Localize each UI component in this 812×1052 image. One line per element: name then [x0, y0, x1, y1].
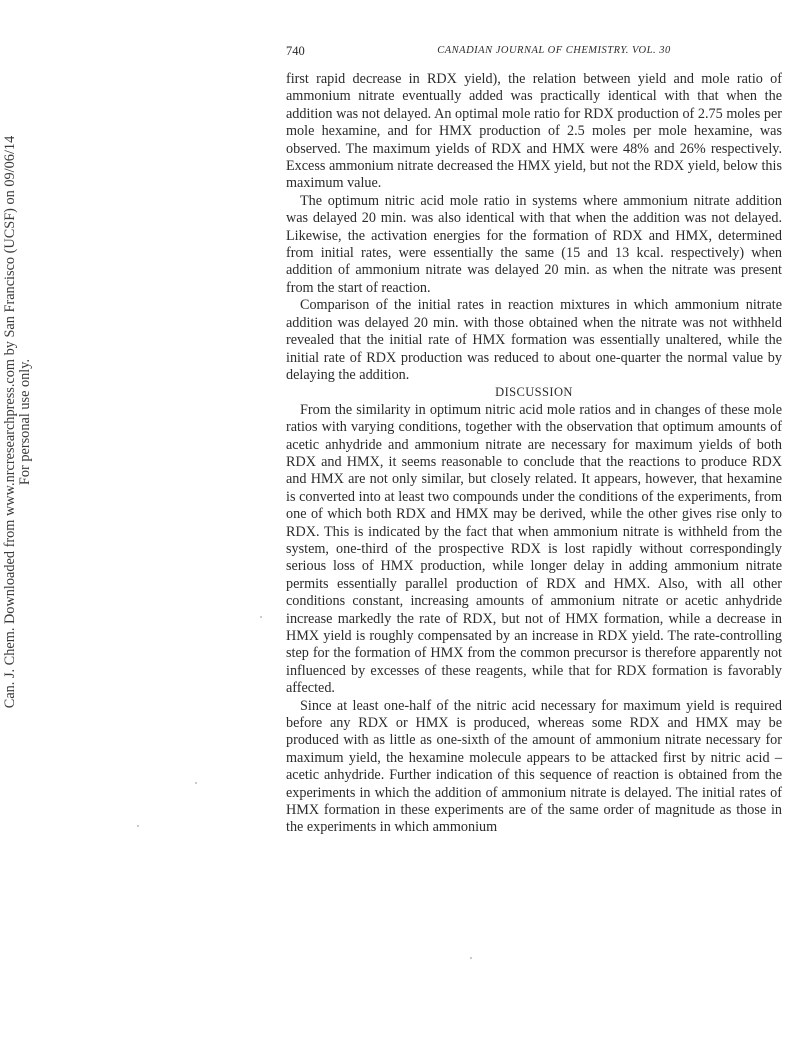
paragraph: Comparison of the initial rates in reaction mixtures in which ammonium nitrate addition was delayed 20 min. with those obtained when the nitrate was not withheld revealed that the initial rate of HMX formation was essentially unaltered, while the initial rate of RDX production was reduced to about one-quarter the normal value by delaying the addition.	[286, 297, 782, 383]
watermark-line-usage: For personal use only.	[17, 358, 33, 486]
scan-speck	[137, 825, 139, 827]
paragraph: Since at least one-half of the nitric acid necessary for maximum yield is required before any RDX or HMX is produced, whereas some RDX and HMX may be produced with as little as one-sixth of the amount of ammonium nitrate necessary for maximum yield, the hexamine molecule appears to be attacked first by nitric acid – acetic anhydride. Further indication of this sequence of reaction is obtained from the experiments in which the addition of ammonium nitrate is delayed. The initial rates of HMX formation in these experiments are of the same order of magnitude as those in the experiments in which ammonium	[286, 697, 782, 836]
paragraph: From the similarity in optimum nitric acid mole ratios and in changes of these mole ratios with varying conditions, together with the observation that optimum amounts of acetic anhydride and ammonium nitrate are necessary for maximum yields of both RDX and HMX, it seems reasonable to conclude that the reactions to produce RDX and HMX are not only similar, but closely related. It appears, however, that hexamine is converted into at least two compounds under the conditions of the experiments, from one of which both RDX and HMX may be derived, while the other gives rise only to RDX. This is indicated by the fact that when ammonium nitrate is withheld from the system, one-third of the prospective RDX is lost rapidly without correspondingly serious loss of HMX production, while longer delay in adding ammonium nitrate permits essentially parallel production of RDX and HMX. Also, with all other conditions constant, increasing amounts of ammonium nitrate or acetic anhydride increase markedly the rate of RDX, but not of HMX formation, while a decrease in HMX yield is roughly compensated by an increase in RDX yield. The rate-controlling step for the formation of HMX from the common precursor is therefore apparently not influenced by excesses of these reagents, while that for RDX formation is favorably affected.	[286, 401, 782, 697]
watermark-line-source: Can. J. Chem. Downloaded from www.nrcresearchpress.com by San Francisco (UCSF) on 09/06/14	[2, 135, 18, 709]
scan-speck	[470, 957, 472, 959]
journal-title: CANADIAN JOURNAL OF CHEMISTRY. VOL. 30	[437, 45, 671, 56]
running-head	[286, 44, 782, 60]
page-number: 740	[286, 44, 305, 58]
article-body	[286, 71, 782, 837]
paragraph: The optimum nitric acid mole ratio in systems where ammonium nitrate addition was delayed 20 min. was also identical with that when the addition was not delayed. Likewise, the activation energies for the formation of RDX and HMX, determined from initial rates, were essentially the same (15 and 13 kcal. respectively) when addition of ammonium nitrate was delayed 20 min. as when the nitrate was present from the start of reaction.	[286, 192, 782, 296]
section-heading-discussion: DISCUSSION	[495, 385, 573, 400]
scan-speck	[260, 616, 262, 618]
scan-speck	[195, 782, 197, 784]
paragraph-continued: first rapid decrease in RDX yield), the relation between yield and mole ratio of ammonium nitrate eventually added was practically identical with that when the addition was not delayed. An optimal mole ratio for RDX production of 2.75 moles per mole hexamine, and for HMX production of 2.5 moles per mole hexamine, was observed. The maximum yields of RDX and HMX were 48% and 26% respectively. Excess ammonium nitrate decreased the HMX yield, but not the RDX yield, below this maximum value.	[286, 71, 782, 192]
